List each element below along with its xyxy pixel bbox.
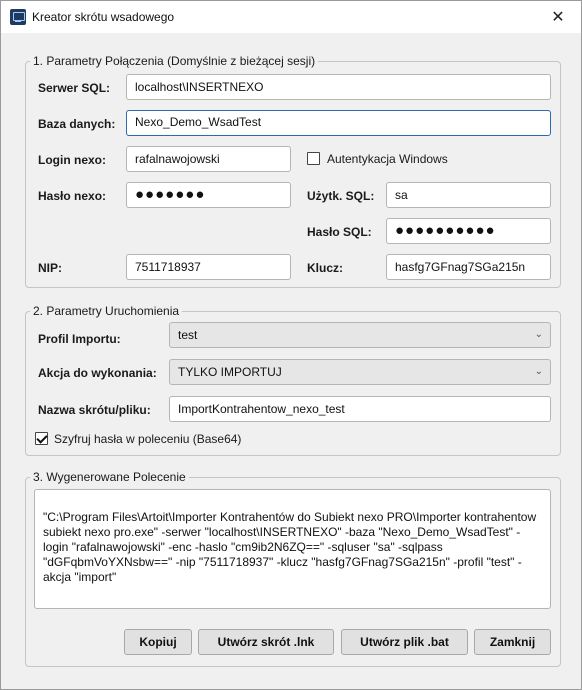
windows-auth-label: Autentykacja Windows <box>327 152 448 166</box>
connection-group-legend: 1. Parametry Połączenia (Domyślnie z bieżącej sesji) <box>30 54 318 68</box>
sql-user-label: Użytk. SQL: <box>307 189 375 203</box>
action-label: Akcja do wykonania: <box>38 366 157 380</box>
profile-label: Profil Importu: <box>38 332 121 346</box>
create-lnk-button[interactable]: Utwórz skrót .lnk <box>198 629 334 655</box>
action-select-value: TYLKO IMPORTUJ <box>178 365 282 379</box>
key-input[interactable]: hasfg7GFnag7SGa215n <box>386 254 551 280</box>
action-select[interactable] <box>169 359 551 385</box>
nexo-password-label: Hasło nexo: <box>38 189 107 203</box>
create-bat-button[interactable]: Utwórz plik .bat <box>341 629 468 655</box>
windows-auth-checkbox[interactable] <box>307 152 320 165</box>
profile-select[interactable] <box>169 322 551 348</box>
run-group-legend: 2. Parametry Uruchomienia <box>30 304 182 318</box>
chevron-down-icon: ⌄ <box>534 366 543 377</box>
nexo-password-input[interactable]: ●●●●●●● <box>126 182 291 208</box>
server-input[interactable]: localhost\INSERTNEXO <box>126 74 551 100</box>
encrypt-passwords-label: Szyfruj hasła w poleceniu (Base64) <box>54 432 242 446</box>
shortcut-name-label: Nazwa skrótu/pliku: <box>38 403 151 417</box>
profile-select-value: test <box>178 328 198 342</box>
database-label: Baza danych: <box>38 117 116 131</box>
close-button[interactable]: Zamknij <box>474 629 551 655</box>
nip-input[interactable]: 7511718937 <box>126 254 291 280</box>
login-label: Login nexo: <box>38 153 106 167</box>
key-label: Klucz: <box>307 261 343 275</box>
server-label: Serwer SQL: <box>38 81 111 95</box>
sql-password-input[interactable]: ●●●●●●●●●● <box>386 218 551 244</box>
close-window-button[interactable] <box>535 1 581 33</box>
chevron-down-icon: ⌄ <box>534 329 543 340</box>
generated-command-textarea[interactable]: "C:\Program Files\Artoit\Importer Kontrahentów do Subiekt nexo PRO\Importer kontrahentow subiekt nexo pro.exe" -serwer "localhost\INSERTNEXO" -baza "Nexo_Demo_WsadTest" -login "rafalnawojowski" -enc -haslo "cm9ib2N6ZQ==" -sqluser "sa" -sqlpass "dGFqbmVoYXNsbw==" -nip "7511718937" -klucz "hasfg7GFnag7SGa215n" -profil "test" -akcja "import" <box>34 489 551 609</box>
sql-password-label: Hasło SQL: <box>307 225 372 239</box>
shortcut-name-input[interactable]: ImportKontrahentow_nexo_test <box>169 396 551 422</box>
sql-user-input[interactable]: sa <box>386 182 551 208</box>
command-group-legend: 3. Wygenerowane Polecenie <box>30 470 189 484</box>
encrypt-passwords-checkbox[interactable] <box>35 432 48 445</box>
login-input[interactable]: rafalnawojowski <box>126 146 291 172</box>
app-icon <box>10 9 26 25</box>
copy-button[interactable]: Kopiuj <box>124 629 192 655</box>
close-icon: ✕ <box>551 9 565 26</box>
nip-label: NIP: <box>38 261 62 275</box>
database-input[interactable]: Nexo_Demo_WsadTest <box>126 110 551 136</box>
title-bar <box>1 1 581 33</box>
window-title: Kreator skrótu wsadowego <box>32 10 175 24</box>
